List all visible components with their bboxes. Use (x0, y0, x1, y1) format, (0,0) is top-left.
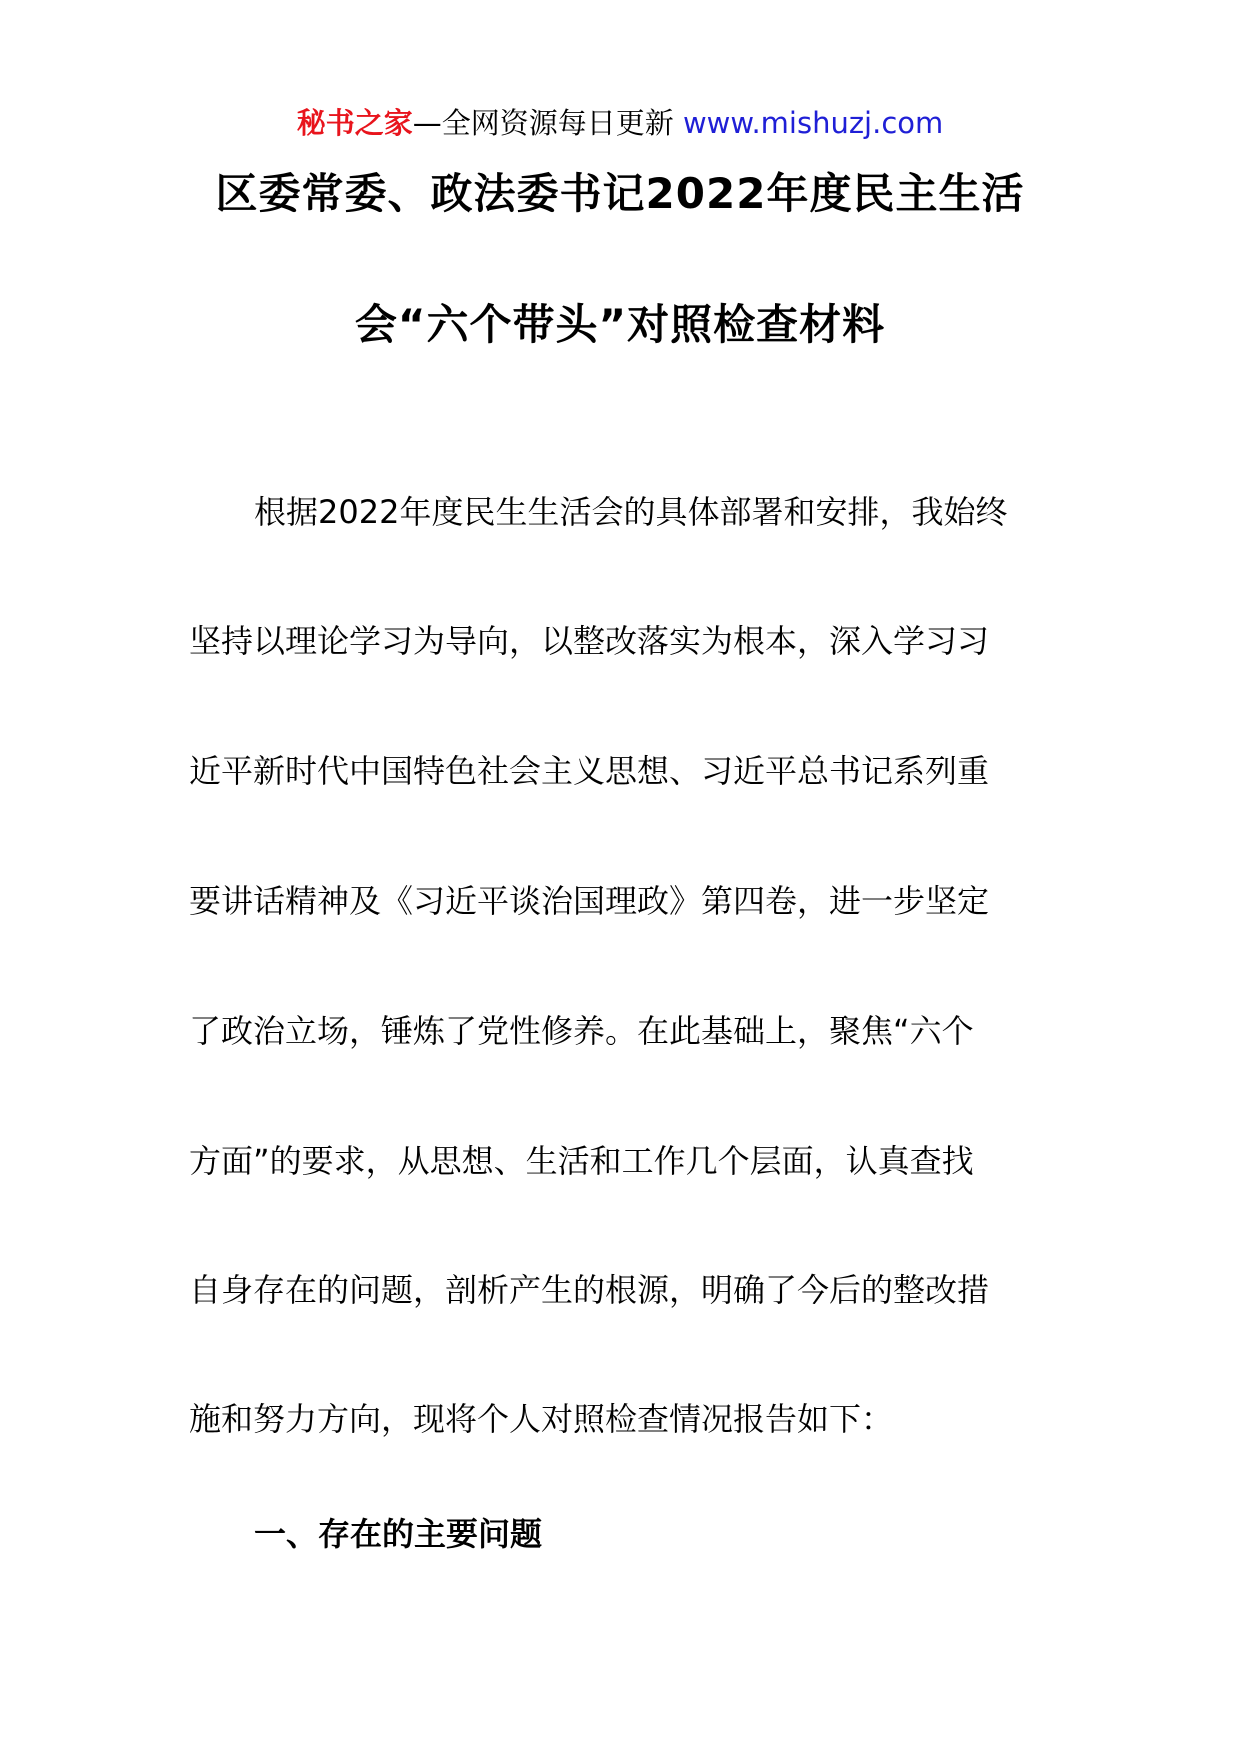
document-title-line-1: 区委常委、政法委书记2022年度民主生活 (215, 169, 1025, 218)
body-line: 坚持以理论学习为导向，以整改落实为根本，深入学习习 (189, 622, 990, 660)
brand-name: 秘书之家 (296, 106, 413, 140)
header-tagline: —全网资源每日更新 (412, 106, 683, 140)
body-line: 要讲话精神及《习近平谈治国理政》第四卷，进一步坚定 (189, 882, 990, 920)
body-line: 方面”的要求，从思想、生活和工作几个层面，认真查找 (189, 1142, 974, 1180)
section-heading: 一、存在的主要问题 (254, 1515, 543, 1553)
body-line: 了政治立场，锤炼了党性修养。在此基础上，聚焦“六个 (189, 1012, 974, 1050)
site-header (0, 103, 1240, 143)
body-line: 近平新时代中国特色社会主义思想、习近平总书记系列重 (189, 752, 990, 790)
body-line: 自身存在的问题，剖析产生的根源，明确了今后的整改措 (189, 1271, 990, 1309)
document-title-line-2: 会“六个带头”对照检查材料 (354, 300, 886, 349)
site-url-link[interactable]: www.mishuzj.com (682, 106, 944, 140)
body-line: 根据2022年度民生生活会的具体部署和安排，我始终 (254, 493, 1008, 531)
body-line: 施和努力方向，现将个人对照检查情况报告如下： (189, 1400, 894, 1438)
